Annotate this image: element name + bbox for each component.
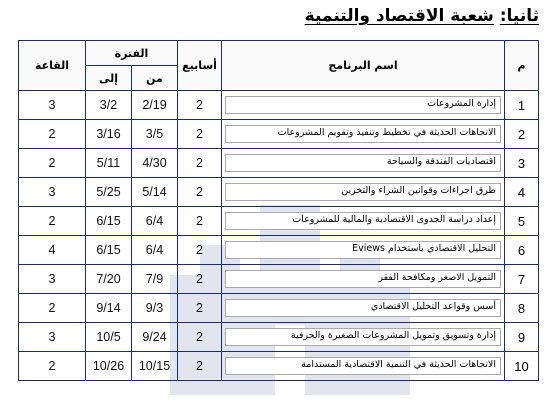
row-number: 8: [505, 294, 539, 323]
from-date: 5/14: [132, 178, 178, 207]
table-row: [19, 323, 539, 352]
hall-value: 2: [19, 120, 86, 149]
hall-value: 3: [19, 323, 86, 352]
row-number: 7: [505, 265, 539, 294]
from-date: 7/9: [132, 265, 178, 294]
to-date: 10/5: [86, 323, 132, 352]
table-row: [19, 236, 539, 265]
from-date: 6/4: [132, 207, 178, 236]
table-row: [19, 149, 539, 178]
weeks-value: 2: [178, 265, 222, 294]
table-row: [19, 178, 539, 207]
header-period: الفترة: [86, 41, 178, 66]
to-date: 9/14: [86, 294, 132, 323]
to-date: 7/20: [86, 265, 132, 294]
program-name: طرق اجراءات وقوانين الشراء والتخزين: [225, 183, 501, 201]
row-number: 6: [505, 236, 539, 265]
row-number: 4: [505, 178, 539, 207]
hall-value: 3: [19, 91, 86, 120]
row-number: 2: [505, 120, 539, 149]
program-name: الاتجاهات الحديثة في تخطيط وتنفيذ وتقويم المشروعات: [225, 125, 501, 143]
hall-value: 4: [19, 236, 86, 265]
table-row: [19, 265, 539, 294]
header-program-name: اسم البرنامج: [222, 41, 505, 91]
to-date: 5/11: [86, 149, 132, 178]
to-date: 6/15: [86, 207, 132, 236]
to-date: 3/16: [86, 120, 132, 149]
program-schedule-table: [18, 40, 539, 381]
weeks-value: 2: [178, 352, 222, 381]
table-row: [19, 294, 539, 323]
program-name: أسس وقواعد التحليل الاقتصادي: [225, 299, 501, 317]
program-name-cell: [222, 120, 505, 149]
program-name-cell: [222, 352, 505, 381]
from-date: 10/15: [132, 352, 178, 381]
weeks-value: 2: [178, 149, 222, 178]
program-name-cell: [222, 236, 505, 265]
program-name: إعداد دراسة الجدوى الاقتصادية والمالية للمشروعات: [225, 212, 501, 230]
table-row: [19, 120, 539, 149]
weeks-value: 2: [178, 178, 222, 207]
program-name-cell: [222, 294, 505, 323]
hall-value: 3: [19, 265, 86, 294]
section-heading: [305, 6, 539, 26]
from-date: 9/24: [132, 323, 178, 352]
program-name-cell: [222, 178, 505, 207]
program-name: التمويل الاصغر ومكافحة الفقر: [225, 270, 501, 288]
from-date: 6/4: [132, 236, 178, 265]
from-date: 9/3: [132, 294, 178, 323]
hall-value: 2: [19, 352, 86, 381]
program-name: إدارة وتسويق وتمويل المشروعات الصغيرة والحرفية: [225, 328, 501, 346]
program-name: اقتصاديات الفندقة والسياحة: [225, 154, 501, 172]
hall-value: 3: [19, 178, 86, 207]
weeks-value: 2: [178, 323, 222, 352]
program-name: إدارة المشروعات: [225, 96, 501, 114]
to-date: 10/26: [86, 352, 132, 381]
section-heading-prefix: ثانيا:: [499, 6, 539, 26]
weeks-value: 2: [178, 91, 222, 120]
row-number: 10: [505, 352, 539, 381]
program-name-cell: [222, 149, 505, 178]
hall-value: 2: [19, 207, 86, 236]
row-number: 5: [505, 207, 539, 236]
weeks-value: 2: [178, 120, 222, 149]
weeks-value: 2: [178, 236, 222, 265]
row-number: 3: [505, 149, 539, 178]
from-date: 3/5: [132, 120, 178, 149]
to-date: 5/25: [86, 178, 132, 207]
section-heading-title: شعبة الاقتصاد والتنمية: [304, 6, 494, 26]
from-date: 4/30: [132, 149, 178, 178]
program-name: التحليل الاقتصادي باستخدام Eviews: [225, 241, 501, 259]
program-name: الاتجاهات الحديثة في التنمية الاقتصادية المستدامة: [225, 357, 501, 375]
header-to: إلى: [86, 66, 132, 91]
hall-value: 2: [19, 149, 86, 178]
weeks-value: 2: [178, 294, 222, 323]
table-row: [19, 352, 539, 381]
row-number: 1: [505, 91, 539, 120]
to-date: 6/15: [86, 236, 132, 265]
row-number: 9: [505, 323, 539, 352]
header-hall: القاعة: [19, 41, 86, 91]
program-name-cell: [222, 207, 505, 236]
hall-value: 2: [19, 294, 86, 323]
weeks-value: 2: [178, 207, 222, 236]
program-name-cell: [222, 265, 505, 294]
to-date: 3/2: [86, 91, 132, 120]
table-row: [19, 91, 539, 120]
table-row: [19, 207, 539, 236]
header-number: م: [505, 41, 539, 91]
header-weeks: أسابيع: [178, 41, 222, 91]
header-from: من: [132, 66, 178, 91]
from-date: 2/19: [132, 91, 178, 120]
program-name-cell: [222, 323, 505, 352]
program-name-cell: [222, 91, 505, 120]
